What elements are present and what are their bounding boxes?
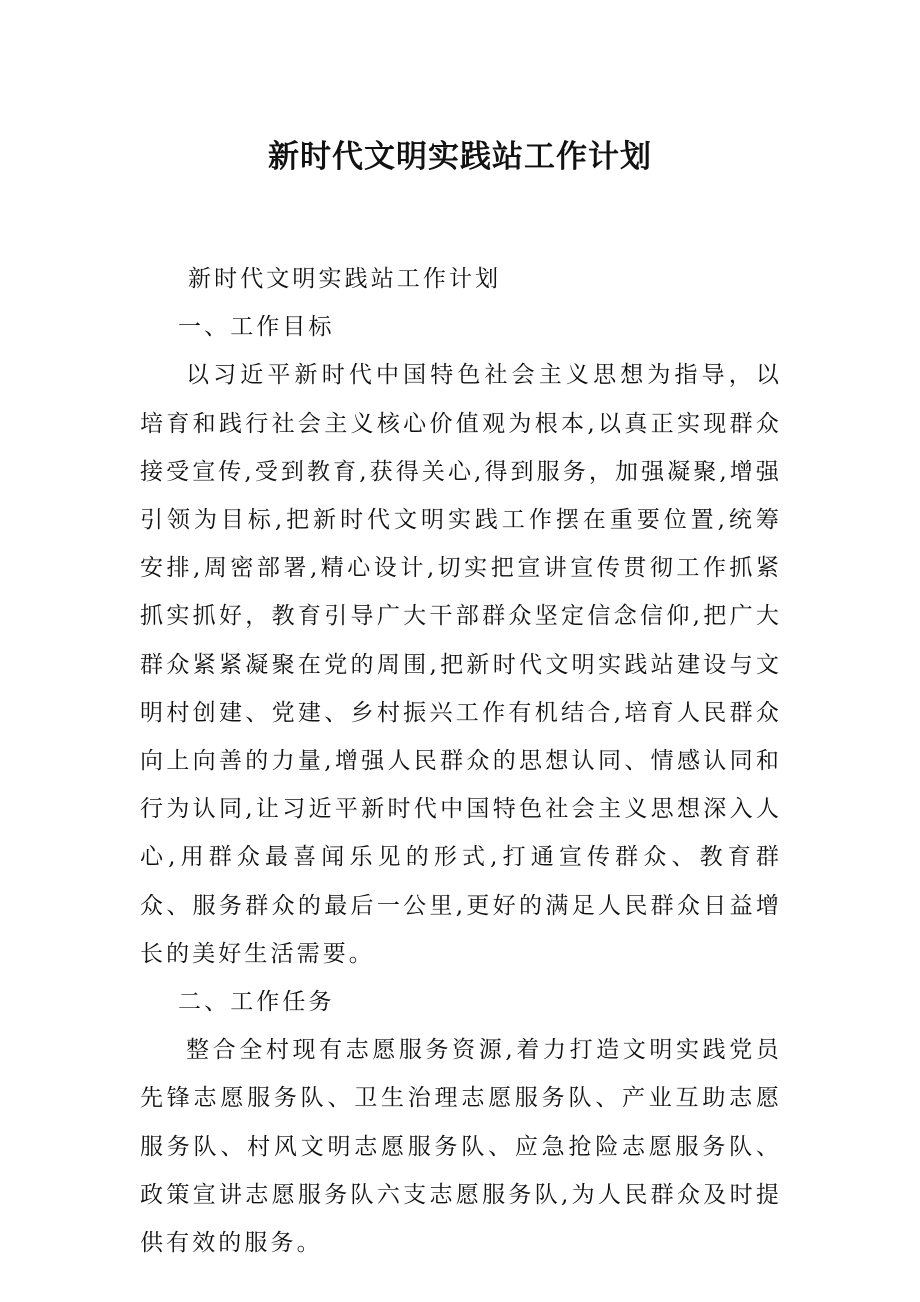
section-heading-tasks: 二、工作任务 [178, 989, 335, 1016]
document-body [140, 255, 782, 1267]
document-subtitle: 新时代文明实践站工作计划 [188, 266, 502, 292]
section-heading-goals: 一、工作目标 [178, 314, 335, 341]
document-title: 新时代文明实践站工作计划 [268, 138, 652, 175]
paragraph-tasks: 整合全村现有志愿服务资源,着力打造文明实践党员先锋志愿服务队、卫生治理志愿服务队、产业互助志愿服务队、村风文明志愿服务队、应急抢险志愿服务队、政策宣讲志愿服务队六支志愿服务队,为人民群众及时提供有效的服务。 [140, 1037, 782, 1257]
paragraph-goals: 以习近平新时代中国特色社会主义思想为指导，以培育和践行社会主义核心价值观为根本,以真正实现群众接受宣传,受到教育,获得关心,得到服务，加强凝聚,增强引领为目标,把新时代文明实践工作摆在重要位置,统筹安排,周密部署,精心设计,切实把宣讲宣传贯彻工作抓紧抓实抓好，教育引导广大干部群众坚定信念信仰,把广大群众紧紧凝聚在党的周围,把新时代文明实践站建设与文明村创建、党建、乡村振兴工作有机结合,培育人民群众向上向善的力量,增强人民群众的思想认同、情感认同和行为认同,让习近平新时代中国特色社会主义思想深入人心,用群众最喜闻乐见的形式,打通宣传群众、教育群众、服务群众的最后一公里,更好的满足人民群众日益增长的美好生活需要。 [140, 362, 782, 967]
